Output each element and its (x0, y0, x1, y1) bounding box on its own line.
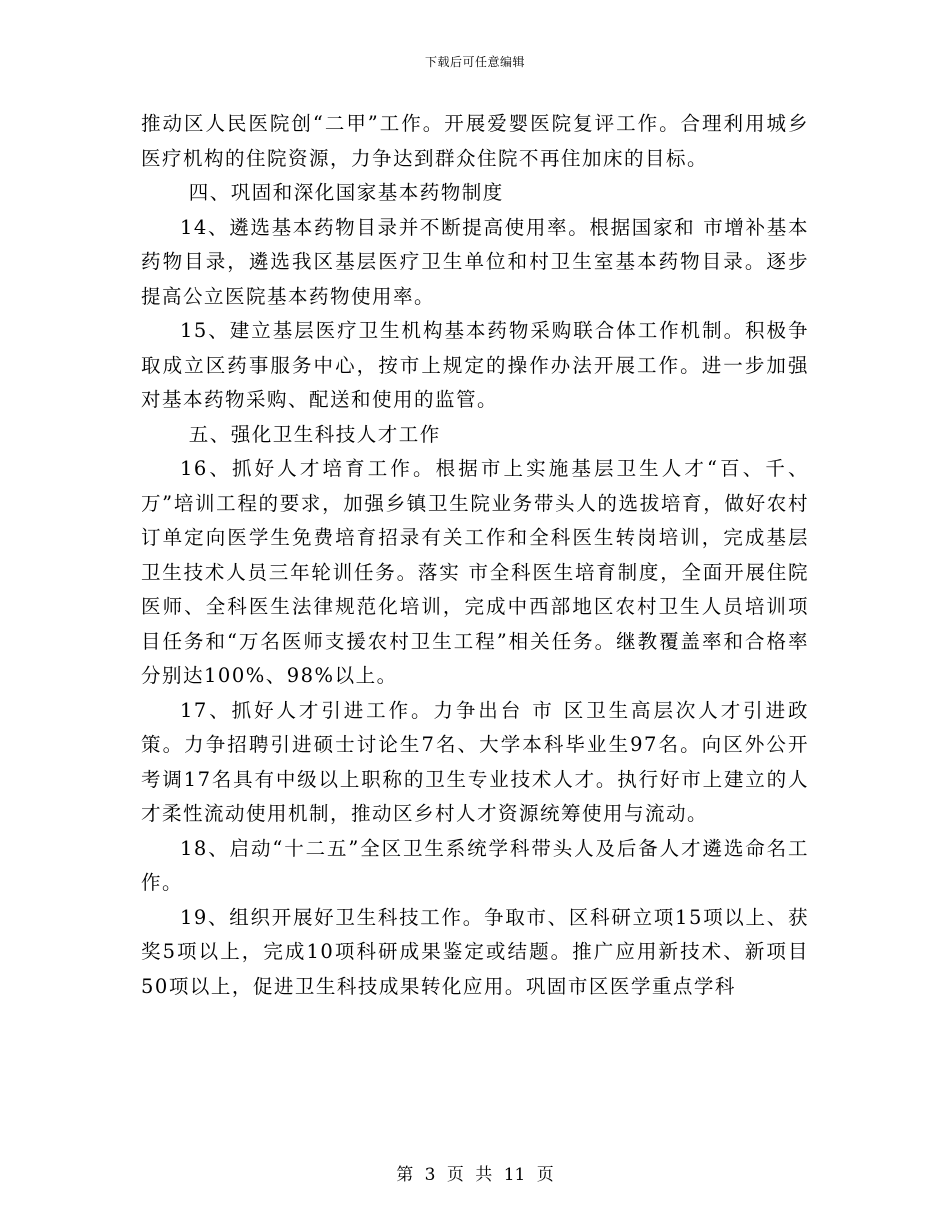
paragraph-item-18: 18、启动“十二五”全区卫生系统学科带头人及后备人才遴选命名工作。 (141, 836, 809, 894)
section-heading-4: 四、巩固和深化国家基本药物制度 (188, 181, 504, 204)
paragraph-item-19: 19、组织开展好卫生科技工作。争取市、区科研立项15项以上、获奖5项以上，完成10项科研成果鉴定或结题。推广应用新技术、新项目50项以上，促进卫生科技成果转化应用。巩固市区医学重点学科 (141, 905, 809, 998)
paragraph-item-15: 15、建立基层医疗卫生机构基本药物采购联合体工作机制。积极争取成立区药事服务中心，按市上规定的操作办法开展工作。进一步加强对基本药物采购、配送和使用的监管。 (141, 319, 809, 411)
paragraph-item-17: 17、抓好人才引进工作。力争出台 市 区卫生高层次人才引进政策。力争招聘引进硕士讨论生7名、大学本科毕业生97名。向区外公开考调17名具有中级以上职称的卫生专业技术人才。执行好市上建立的人才柔性流动使用机制，推动区乡村人才资源统筹使用与流动。 (141, 698, 809, 825)
document-body (141, 107, 809, 1004)
section-heading-5: 五、强化卫生科技人才工作 (188, 422, 441, 446)
paragraph-item-16: 16、抓好人才培育工作。根据市上实施基层卫生人才“百、千、万”培训工程的要求，加强乡镇卫生院业务带头人的选拔培育，做好农村订单定向医学生免费培育招录有关工作和全科医生转岗培训，完成基层卫生技术人员三年轮训任务。落实 市全科医生培育制度，全面开展住院医师、全科医生法律规范化培训，完成中西部地区农村卫生人员培训项目任务和“万名医师支援农村卫生工程”相关任务。继教覆盖率和合格率分别达100%、98%以上。 (141, 457, 809, 687)
page-number-footer: 第 3 页 共 11 页 (396, 1165, 554, 1185)
paragraph-item-14: 14、遴选基本药物目录并不断提高使用率。根据国家和 市增补基本药物目录，遴选我区基层医疗卫生单位和村卫生室基本药物目录。逐步提高公立医院基本药物使用率。 (141, 215, 809, 308)
paragraph-continuation: 推动区人民医院创“二甲”工作。开展爱婴医院复评工作。合理利用城乡医疗机构的住院资源，力争达到群众住院不再住加床的目标。 (141, 112, 809, 170)
page-header-note: 下载后可任意编辑 (424, 55, 525, 69)
